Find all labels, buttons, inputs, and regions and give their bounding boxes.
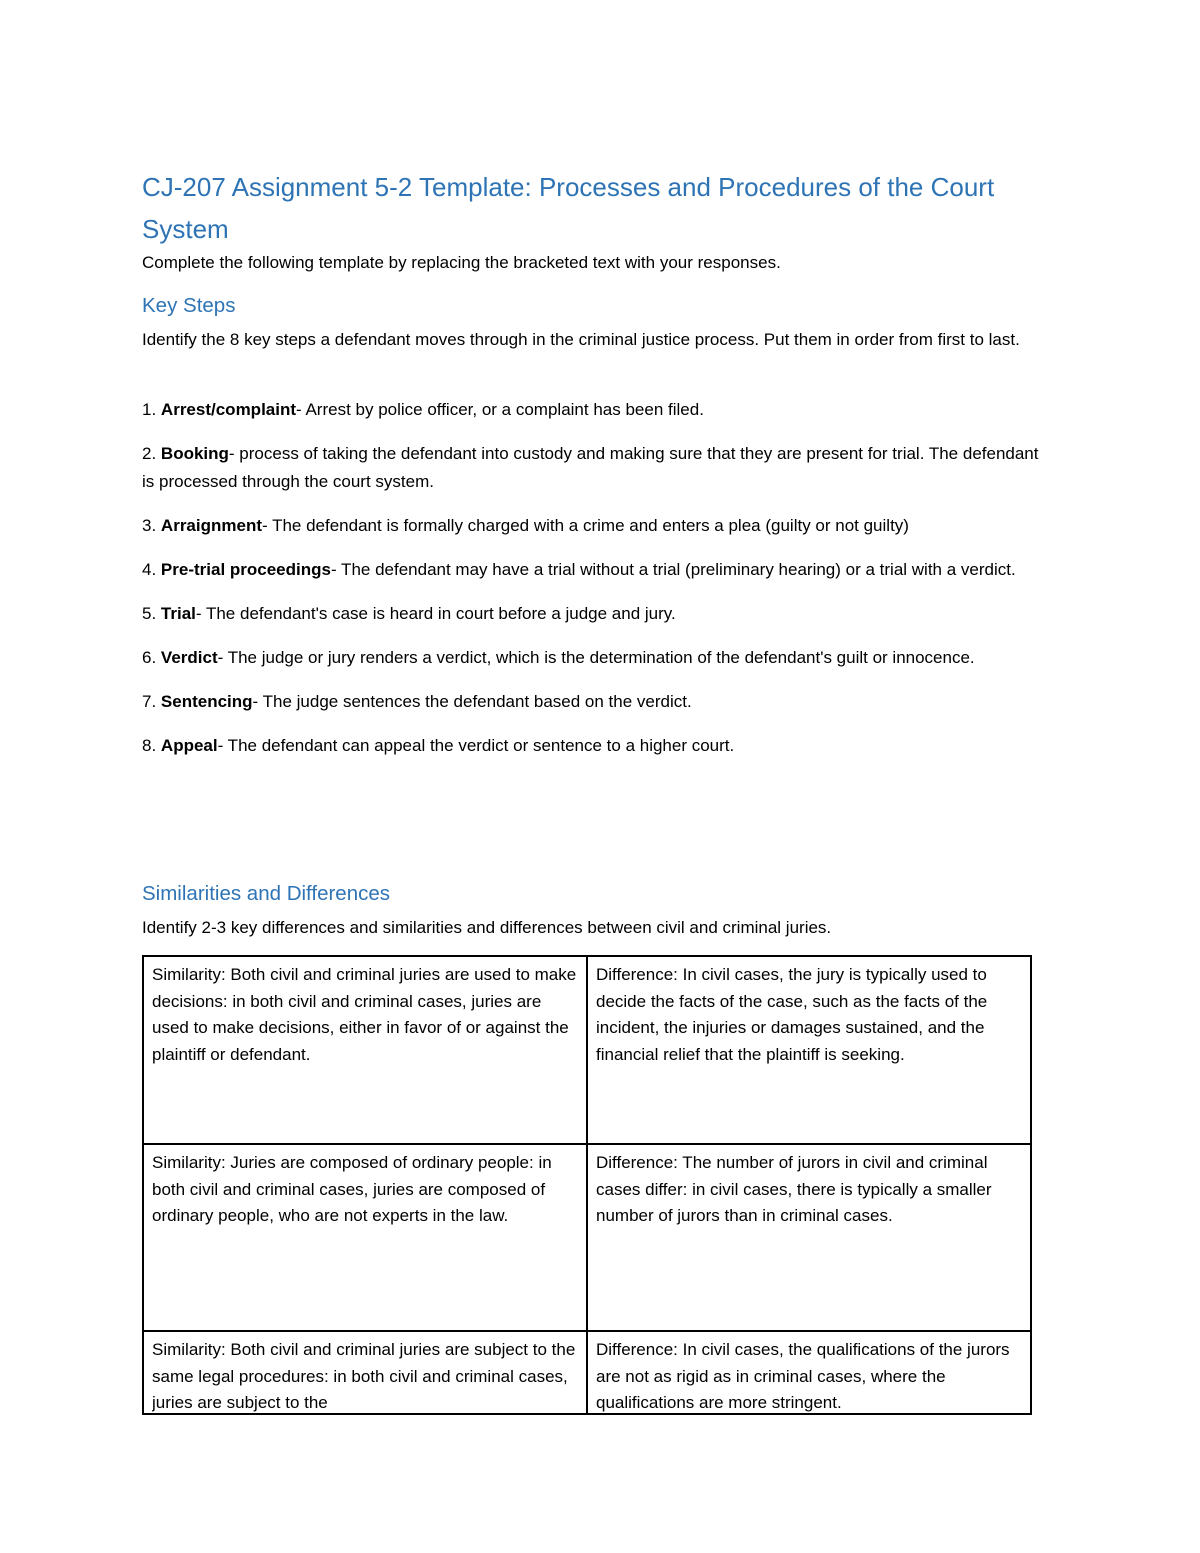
step-number: 7. xyxy=(142,692,157,711)
step-term: Arraignment xyxy=(160,516,262,535)
step-number: 6. xyxy=(142,648,157,667)
step-text: - The defendant may have a trial without a trial (preliminary hearing) or a trial with a verdict. xyxy=(330,560,1016,579)
step-number: 3. xyxy=(142,516,157,535)
step-term: Booking xyxy=(160,444,229,463)
difference-cell: Difference: The number of jurors in civil and criminal cases differ: in civil cases, there is typically a smaller number of jurors than in criminal cases. xyxy=(587,1144,1031,1331)
difference-cell: Difference: In civil cases, the jury is typically used to decide the facts of the case, such as the facts of the incident, the injuries or damages sustained, and the financial relief that the plaintiff is seeking. xyxy=(587,956,1031,1144)
step-term: Appeal xyxy=(160,736,218,755)
step-text: - The defendant is formally charged with a crime and enters a plea (guilty or not guilty) xyxy=(262,516,909,535)
document-title: CJ-207 Assignment 5-2 Template: Processes and Procedures of the Court System xyxy=(142,172,995,244)
difference-cell xyxy=(587,1331,1031,1414)
step-text: - The defendant can appeal the verdict or sentence to a higher court. xyxy=(217,736,735,755)
comparison-table xyxy=(142,955,1032,1415)
step-item xyxy=(142,688,1052,716)
step-term: Pre-trial proceedings xyxy=(160,560,331,579)
difference-cell-text: Difference: In civil cases, the qualifications of the jurors are not as rigid as in criminal cases, where the qualifications are more stringent. xyxy=(596,1340,1010,1412)
step-number: 2. xyxy=(142,444,157,463)
step-number: 5. xyxy=(142,604,157,623)
step-number: 4. xyxy=(142,560,157,579)
similarity-cell: Similarity: Both civil and criminal juries are used to make decisions: in both civil and criminal cases, juries are used to make decisions, either in favor of or against the plaintiff or defendant. xyxy=(143,956,587,1144)
step-term: Arrest/complaint xyxy=(160,400,297,419)
table-row xyxy=(143,1331,1031,1414)
intro-instructions: Complete the following template by replacing the bracketed text with your responses. xyxy=(142,253,781,272)
similarities-heading: Similarities and Differences xyxy=(142,882,391,905)
key-steps-heading: Key Steps xyxy=(142,294,236,317)
similarity-cell-text: Similarity: Both civil and criminal juries are subject to the same legal procedures: in both civil and criminal cases, juries are subject to the xyxy=(152,1340,576,1412)
similarity-cell xyxy=(143,1331,587,1414)
table-row xyxy=(143,1144,1031,1331)
similarities-description: Identify 2-3 key differences and similarities and differences between civil and criminal juries. xyxy=(142,918,832,937)
step-item xyxy=(142,512,1052,540)
step-item xyxy=(142,440,1052,496)
step-text: - Arrest by police officer, or a complaint has been filed. xyxy=(296,400,704,419)
step-number: 1. xyxy=(142,400,157,419)
step-term: Verdict xyxy=(160,648,218,667)
key-steps-list xyxy=(142,396,1052,776)
step-item xyxy=(142,644,1052,672)
step-item xyxy=(142,600,1052,628)
step-number: 8. xyxy=(142,736,157,755)
step-text: - process of taking the defendant into custody and making sure that they are present for trial. The defendant is processed through the court system. xyxy=(142,444,1039,491)
step-text: - The judge or jury renders a verdict, which is the determination of the defendant's guilt or innocence. xyxy=(217,648,975,667)
step-text: - The defendant's case is heard in court before a judge and jury. xyxy=(195,604,676,623)
step-item xyxy=(142,732,1052,760)
step-item xyxy=(142,556,1052,584)
table-row xyxy=(143,956,1031,1144)
step-item xyxy=(142,396,1052,424)
step-term: Sentencing xyxy=(160,692,253,711)
similarity-cell: Similarity: Juries are composed of ordinary people: in both civil and criminal cases, juries are composed of ordinary people, who are not experts in the law. xyxy=(143,1144,587,1331)
step-text: - The judge sentences the defendant based on the verdict. xyxy=(252,692,692,711)
step-term: Trial xyxy=(160,604,196,623)
key-steps-description: Identify the 8 key steps a defendant moves through in the criminal justice process. Put them in order from first to last. xyxy=(142,330,1020,349)
